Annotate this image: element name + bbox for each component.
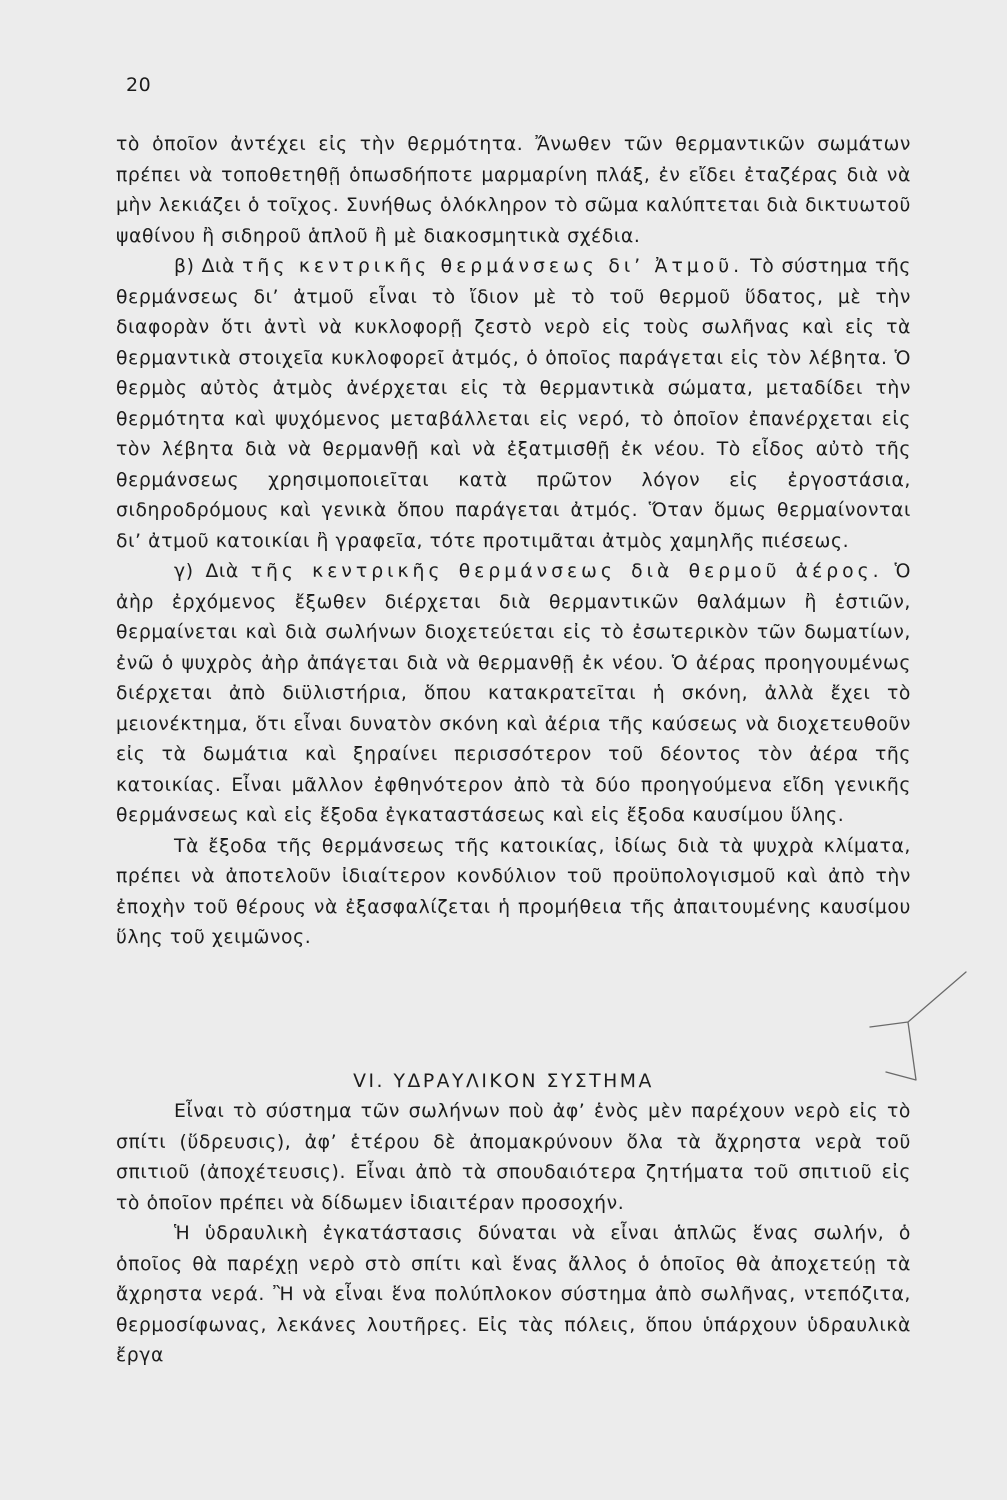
paragraph-text: Ὁ ἀὴρ ἐρχόμενος ἔξωθεν διέρχεται διὰ θερμαντικῶν θαλάμων ἢ ἑστιῶν, θερμαίνεται καὶ διὰ σωλήνων διοχετεύεται εἰς τὸ ἐσωτερικὸν τῶν δωματίων, ἐνῶ ὁ ψυχρὸς ἀὴρ ἀπάγεται διὰ νὰ θερμανθῇ ἐκ νέου. Ὁ ἀέρας προηγουμένως διέρχεται ἀπὸ διϋλιστήρια, ὅπου κατακρατεῖται ἡ σκόνη, ἀλλὰ ἔχει τὸ μειονέκτημα, ὅτι εἶναι δυνατὸν σκόνη καὶ ἀέρια τῆς καύσεως νὰ διοχετευθοῦν εἰς τὰ δωμάτια καὶ ξηραίνει περισσότερον τοῦ δέοντος τὸν ἀέρα τῆς κατοικίας. Εἶναι μᾶλλον ἐφθηνότερον ἀπὸ τὰ δύο προηγούμενα εἴδη γενικῆς θερμάνσεως καὶ εἰς ἔξοδα ἐγκαταστάσεως καὶ εἰς ἔξοδα καυσίμου ὕλης. xyxy=(116,561,911,826)
subheading-steam-heating: τῆς κεντρικῆς θερμάνσεως δι’ Ἀτμοῦ. xyxy=(242,256,744,277)
paragraph-heating-costs xyxy=(116,832,911,954)
paragraph-continued xyxy=(116,130,911,252)
paragraph-text: Εἶναι τὸ σύστημα τῶν σωλήνων ποὺ ἀφ’ ἑνὸς μὲν παρέχουν νερὸ εἰς τὸ σπίτι (ὕδρευσις), ἀφ’ ἑτέρου δὲ ἀπομακρύνουν ὅλα τὰ ἄχρηστα νερὰ τοῦ σπιτιοῦ (ἀποχέτευσις). Εἶναι ἀπὸ τὰ σπουδαιότερα ζητήματα τοῦ σπιτιοῦ εἰς τὸ ὁποῖον πρέπει νὰ δίδωμεν ἰδιαιτέραν προσοχήν. xyxy=(116,1101,911,1214)
paragraph-label: γ) Διὰ xyxy=(174,561,251,582)
paragraph-label: β) Διὰ xyxy=(174,256,243,277)
page-number: 20 xyxy=(126,74,152,96)
subheading-air-heating: τῆς κεντρικῆς θερμάνσεως διὰ θερμοῦ ἀέρος. xyxy=(250,561,883,582)
paragraph-text: Ἡ ὑδραυλικὴ ἐγκατάστασις δύναται νὰ εἶναι ἁπλῶς ἕνας σωλήν, ὁ ὁποῖος θὰ παρέχῃ νερὸ στὸ σπίτι καὶ ἕνας ἄλλος ὁ ὁποῖος θὰ ἀποχετεύῃ τὰ ἄχρηστα νερά. Ἢ νὰ εἶναι ἕνα πολύπλοκον σύστημα ἀπὸ σωλῆνας, ντεπόζιτα, θερμοσίφωνας, λεκάνες λουτῆρες. Εἰς τὰς πόλεις, ὅπου ὑπάρχουν ὑδραυλικὰ ἔργα xyxy=(116,1223,911,1366)
paragraph-plumbing-intro xyxy=(116,1097,911,1219)
paragraph-text: τὸ ὁποῖον ἀντέχει εἰς τὴν θερμότητα. Ἄνωθεν τῶν θερμαντικῶν σωμάτων πρέπει νὰ τοποθετηθῇ ὁπωσδήποτε μαρμαρίνη πλάξ, ἐν εἴδει ἐταζέρας διὰ νὰ μὴν λεκιάζει ὁ τοῖχος. Συνήθως ὁλόκληρον τὸ σῶμα καλύπτεται διὰ δικτυωτοῦ ψαθίνου ἢ σιδηροῦ ἁπλοῦ ἢ μὲ διακοσμητικὰ σχέδια. xyxy=(116,134,911,247)
paragraph-plumbing-installation xyxy=(116,1219,911,1372)
paragraph-text: Τὸ σύστημα τῆς θερμάνσεως δι’ ἀτμοῦ εἶναι τὸ ἴδιον μὲ τὸ τοῦ θερμοῦ ὕδατος, μὲ τὴν διαφορὰν ὅτι ἀντὶ νὰ κυκλοφορῇ ζεστὸ νερὸ εἰς τοὺς σωλῆνας καὶ εἰς τὰ θερμαντικὰ στοιχεῖα κυκλοφορεῖ ἀτμός, ὁ ὁποῖος παράγεται εἰς τὸν λέβητα. Ὁ θερμὸς αὐτὸς ἀτμὸς ἀνέρχεται εἰς τὰ θερμαντικὰ σώματα, μεταδίδει τὴν θερμότητα καὶ ψυχόμενος μεταβάλλεται εἰς νερό, τὸ ὁποῖον ἐπανέρχεται εἰς τὸν λέβητα διὰ νὰ θερμανθῇ καὶ νὰ ἐξατμισθῇ ἐκ νέου. Τὸ εἶδος αὐτὸ τῆς θερμάνσεως χρησιμοποιεῖται κατὰ πρῶτον λόγον εἰς ἐργοστάσια, σιδηροδρόμους καὶ γενικὰ ὅπου παράγεται ἀτμός. Ὅταν ὅμως θερμαίνονται δι’ ἀτμοῦ κατοικίαι ἢ γραφεῖα, τότε προτιμᾶται ἀτμὸς χαμηλῆς πιέσεως. xyxy=(116,256,911,552)
paragraph-air-heating xyxy=(116,557,911,832)
paragraph-steam-heating xyxy=(116,252,911,557)
body-text-lower xyxy=(116,1097,911,1372)
paragraph-text: Τὰ ἔξοδα τῆς θερμάνσεως τῆς κατοικίας, ἰδίως διὰ τὰ ψυχρὰ κλίματα, πρέπει νὰ ἀποτελοῦν ἰδιαίτερον κονδύλιον τοῦ προϋπολογισμοῦ καὶ ἀπὸ τὴν ἐποχὴν τοῦ θέρους νὰ ἐξασφαλίζεται ἡ προμήθεια τῆς ἀπαιτουμένης καυσίμου ὕλης τοῦ χειμῶνος. xyxy=(116,835,911,948)
section-heading: VI. ΥΔΡΑΥΛΙΚΟΝ ΣΥΣΤΗΜΑ xyxy=(353,1071,654,1092)
body-text-upper xyxy=(116,130,911,954)
